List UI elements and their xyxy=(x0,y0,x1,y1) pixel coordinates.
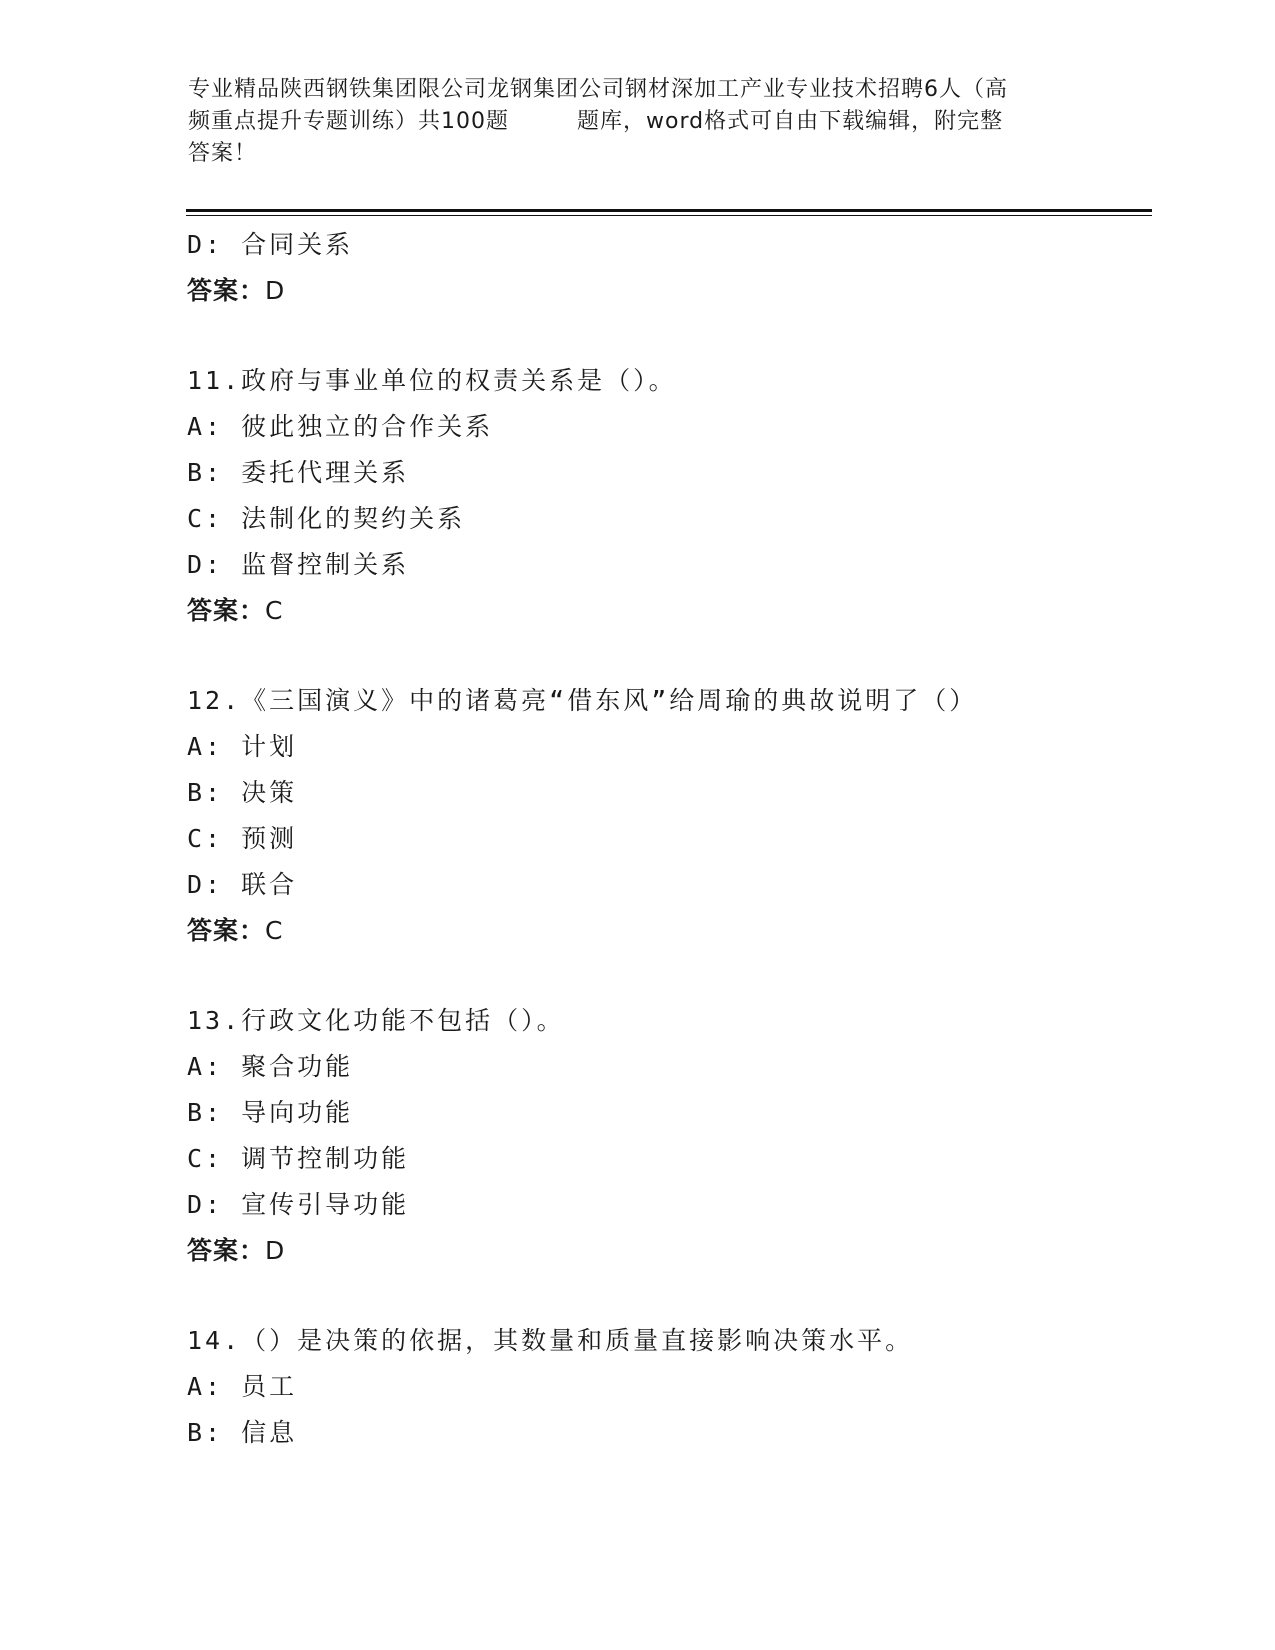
option-label: A: xyxy=(187,412,224,441)
option-label: A: xyxy=(187,732,224,761)
option-label: B: xyxy=(187,1418,224,1447)
option-label: C: xyxy=(187,824,224,853)
answer-label: 答案： xyxy=(187,596,266,625)
option-c xyxy=(187,816,1147,862)
question-text: 13.行政文化功能不包括（）。 xyxy=(187,1006,565,1035)
answer-label: 答案： xyxy=(187,1236,266,1265)
option-text: 监督控制关系 xyxy=(241,550,410,579)
option-b xyxy=(187,1410,1147,1456)
option-b xyxy=(187,770,1147,816)
option-d xyxy=(187,862,1147,908)
option-label: B: xyxy=(187,458,224,487)
question-11 xyxy=(187,358,1147,634)
option-text: 员工 xyxy=(241,1372,298,1401)
option-text: 法制化的契约关系 xyxy=(241,504,466,533)
option-text: 彼此独立的合作关系 xyxy=(241,412,494,441)
option-label: A: xyxy=(187,1372,224,1401)
option-c xyxy=(187,496,1147,542)
option-text: 预测 xyxy=(241,824,298,853)
option-c xyxy=(187,1136,1147,1182)
option-text: 聚合功能 xyxy=(241,1052,354,1081)
answer-value: C xyxy=(265,596,284,625)
answer-line xyxy=(187,588,1147,634)
option-a xyxy=(187,1044,1147,1090)
question-text: 12.《三国演义》中的诸葛亮“借东风”给周瑜的典故说明了（） xyxy=(187,686,978,715)
answer-value: D xyxy=(265,1236,286,1265)
question-text: 11.政府与事业单位的权责关系是（）。 xyxy=(187,366,677,395)
answer-label: 答案： xyxy=(187,916,266,945)
option-label: B: xyxy=(187,1098,224,1127)
header-divider xyxy=(186,209,1152,216)
header-line-1: 专业精品陕西钢铁集团限公司龙钢集团公司钢材深加工产业专业技术招聘6人（高 xyxy=(188,77,1008,102)
option-a xyxy=(187,404,1147,450)
question-12 xyxy=(187,678,1147,954)
option-d xyxy=(187,222,1147,268)
option-d xyxy=(187,542,1147,588)
option-d xyxy=(187,1182,1147,1228)
header-line-3: 答案！ xyxy=(188,141,258,166)
option-text: 计划 xyxy=(241,732,298,761)
option-text: 调节控制功能 xyxy=(241,1144,410,1173)
document-header xyxy=(188,74,1088,170)
question-14 xyxy=(187,1318,1147,1456)
question-13 xyxy=(187,998,1147,1274)
option-a xyxy=(187,724,1147,770)
option-label: D: xyxy=(187,870,224,899)
option-label: C: xyxy=(187,1144,224,1173)
option-text: 委托代理关系 xyxy=(241,458,410,487)
option-text: 导向功能 xyxy=(241,1098,354,1127)
header-line-2-part-2: 题库，word格式可自由下载编辑，附完整 xyxy=(577,109,1004,134)
answer-line xyxy=(187,1228,1147,1274)
option-text: 宣传引导功能 xyxy=(241,1190,410,1219)
option-text: 信息 xyxy=(241,1418,298,1447)
option-label: D: xyxy=(187,550,224,579)
option-label: C: xyxy=(187,504,224,533)
option-b xyxy=(187,1090,1147,1136)
header-line-2-part-1: 频重点提升专题训练）共100题 xyxy=(188,109,509,134)
option-label: B: xyxy=(187,778,224,807)
question-10-continued xyxy=(187,222,1147,314)
option-text: 联合 xyxy=(241,870,298,899)
option-text: 决策 xyxy=(241,778,298,807)
option-b xyxy=(187,450,1147,496)
option-text: 合同关系 xyxy=(241,230,354,259)
option-label: D: xyxy=(187,230,224,259)
option-a xyxy=(187,1364,1147,1410)
header-line-2 xyxy=(188,106,1088,138)
answer-line xyxy=(187,268,1147,314)
question-list xyxy=(187,222,1147,1456)
answer-value: D xyxy=(265,276,286,305)
option-label: A: xyxy=(187,1052,224,1081)
answer-value: C xyxy=(265,916,284,945)
question-text: 14.（）是决策的依据，其数量和质量直接影响决策水平。 xyxy=(187,1326,914,1355)
option-label: D: xyxy=(187,1190,224,1219)
answer-label: 答案： xyxy=(187,276,266,305)
answer-line xyxy=(187,908,1147,954)
